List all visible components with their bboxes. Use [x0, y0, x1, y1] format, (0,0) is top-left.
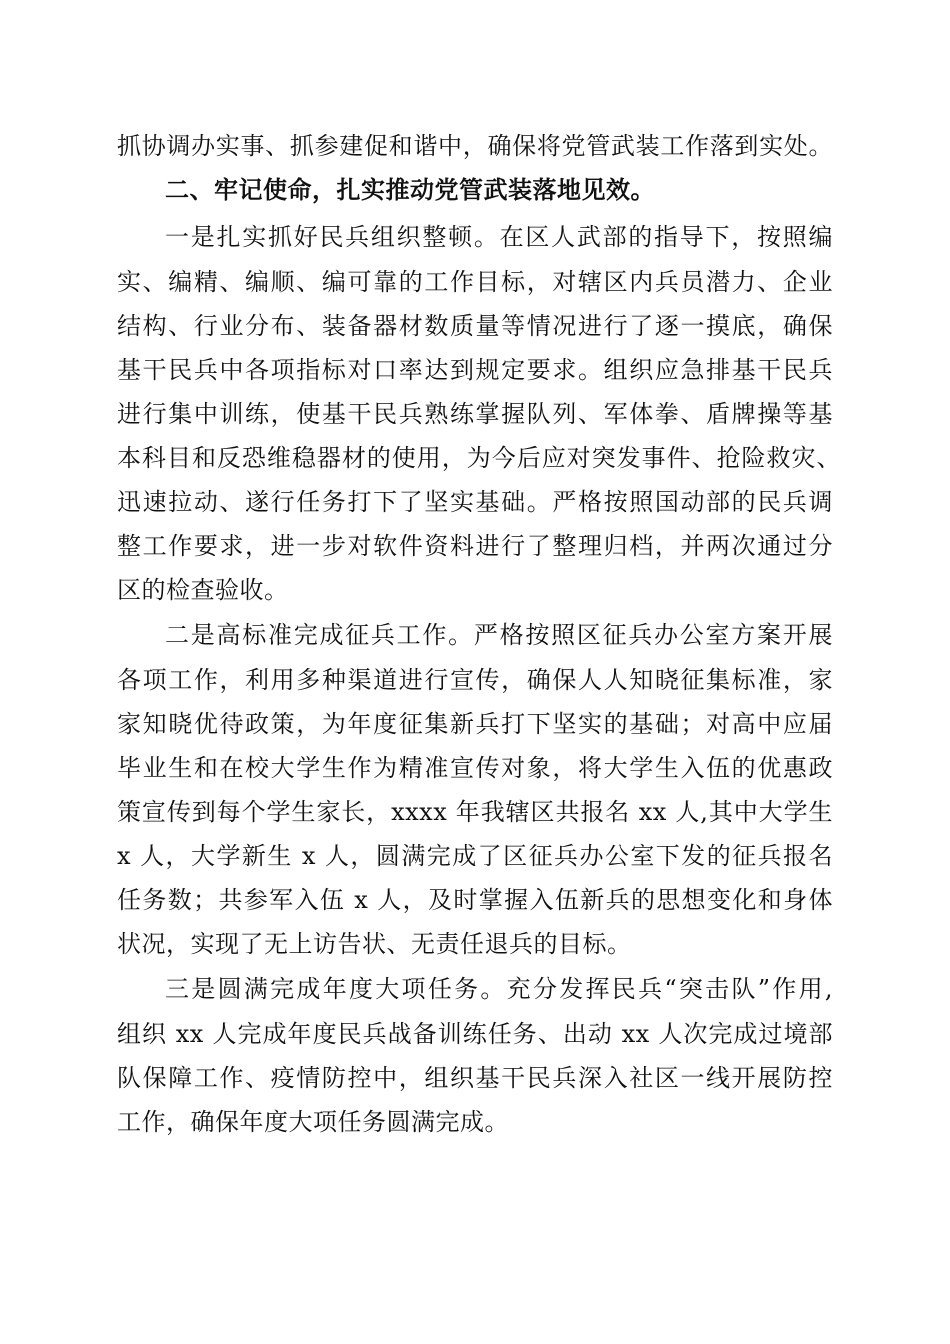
paragraph-2-line-1: 二是高标准完成征兵工作。严格按照区征兵办公室方案开展: [165, 621, 833, 649]
paragraph-3-line-2: 组织 xx 人完成年度民兵战备训练任务、出动 xx 人次完成过境部: [117, 1020, 833, 1048]
paragraph-1-line-9: 区的检查验收。: [117, 576, 289, 604]
paragraph-2-line-8: 状况，实现了无上访告状、无责任退兵的目标。: [117, 930, 632, 958]
paragraph-1-line-8: 整工作要求，进一步对软件资料进行了整理归档，并两次通过分: [117, 532, 833, 560]
paragraph-1-line-1: 一是扎实抓好民兵组织整顿。在区人武部的指导下，按照编: [165, 223, 833, 251]
section-heading: 二、牢记使命，扎实推动党管武装落地见效。: [165, 176, 655, 204]
paragraph-3-line-3: 队保障工作、疫情防控中，组织基干民兵深入社区一线开展防控: [117, 1064, 833, 1092]
paragraph-2-line-4: 毕业生和在校大学生作为精准宣传对象，将大学生入伍的优惠政: [117, 754, 833, 782]
paragraph-1-line-3: 结构、行业分布、装备器材数质量等情况进行了逐一摸底，确保: [117, 312, 833, 340]
paragraph-1-line-6: 本科目和反恐维稳器材的使用，为今后应对突发事件、抢险救灾、: [117, 444, 841, 472]
paragraph-1-line-4: 基干民兵中各项指标对口率达到规定要求。组织应急排基干民兵: [117, 356, 833, 384]
paragraph-intro-line-1: 抓协调办实事、抓参建促和谐中，确保将党管武装工作落到实处。: [117, 132, 833, 160]
paragraph-3-line-1: 三是圆满完成年度大项任务。充分发挥民兵“突击队”作用,: [165, 975, 833, 1003]
paragraph-2-line-6: x 人，大学新生 x 人，圆满完成了区征兵办公室下发的征兵报名: [117, 842, 833, 870]
paragraph-2-line-3: 家知晓优待政策，为年度征集新兵打下坚实的基础；对高中应届: [117, 710, 833, 738]
paragraph-1-line-5: 进行集中训练，使基干民兵熟练掌握队列、军体拳、盾牌操等基: [117, 400, 833, 428]
paragraph-2-line-5: 策宣传到每个学生家长，xxxx 年我辖区共报名 xx 人,其中大学生: [117, 798, 833, 826]
paragraph-1-line-7: 迅速拉动、遂行任务打下了坚实基础。严格按照国动部的民兵调: [117, 488, 833, 516]
paragraph-2-line-2: 各项工作，利用多种渠道进行宣传，确保人人知晓征集标准，家: [117, 666, 833, 694]
paragraph-1-line-2: 实、编精、编顺、编可靠的工作目标，对辖区内兵员潜力、企业: [117, 268, 833, 296]
paragraph-2-line-7: 任务数；共参军入伍 x 人，及时掌握入伍新兵的思想变化和身体: [117, 886, 833, 914]
paragraph-3-line-4: 工作，确保年度大项任务圆满完成。: [117, 1108, 509, 1136]
